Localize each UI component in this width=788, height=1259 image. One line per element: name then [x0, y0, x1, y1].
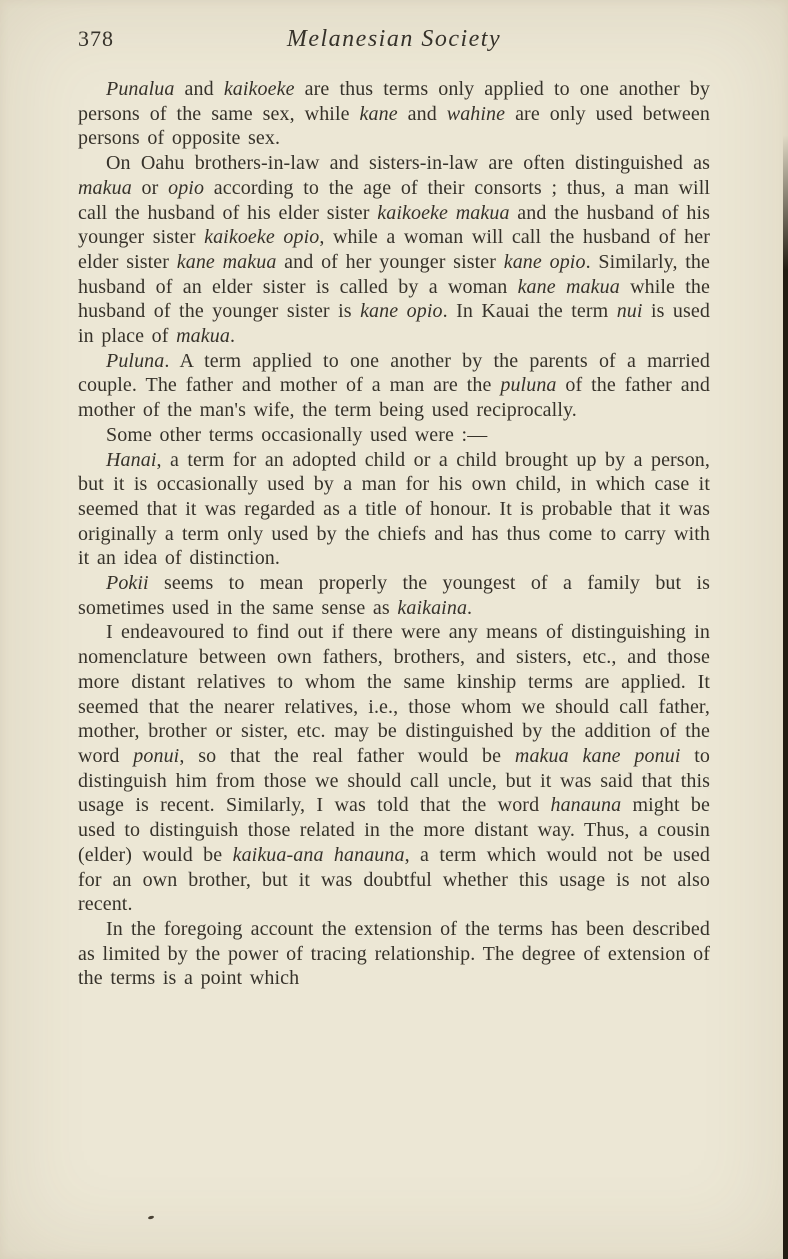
body-text-run: and of her younger sister — [276, 250, 504, 273]
term-italic: hanauna — [550, 794, 622, 817]
body-text-run: and the husband of his younger sister — [78, 201, 710, 249]
term-italic: Hanai — [106, 448, 157, 471]
term-italic: puluna — [500, 374, 557, 397]
body-text-run: or — [131, 176, 169, 199]
paragraph-6 — [78, 571, 710, 620]
paragraph-7 — [78, 620, 710, 916]
term-italic: kane makua — [517, 275, 620, 298]
term-italic: Puluna — [106, 349, 165, 372]
body-text-run: , a term for an adopted child or a child brought up by a person, but it is occasionally used by a man for his own child, in which case it seemed that it was regarded as a title of honour. It is probable that it was originally a term only used by the chiefs and has thus come to carry with it an idea of distinction. — [78, 448, 710, 570]
body-text-run: and — [174, 78, 224, 100]
body-text-run: . Similarly, the husband of an elder sister is called by a woman — [78, 250, 711, 298]
paragraph-4 — [78, 423, 710, 448]
body-text-run: while the husband of the younger sister is — [78, 275, 710, 323]
page-number: 378 — [78, 26, 114, 51]
term-italic: kane opio — [360, 300, 443, 323]
running-title: Melanesian Society — [286, 26, 502, 52]
term-italic: kane opio — [503, 250, 586, 273]
body-text-run: . — [467, 596, 473, 619]
term-italic: makua — [176, 325, 230, 348]
paragraph-5 — [78, 448, 710, 572]
body-text-run: is used in place of — [78, 300, 710, 348]
page-edge-shadow — [783, 135, 788, 1259]
term-italic: Punalua — [106, 78, 175, 100]
term-italic: nui — [616, 300, 643, 323]
term-italic: kaikoeke — [223, 78, 295, 100]
term-italic: kane makua — [176, 250, 277, 273]
body-text-run: are only used between persons of opposite sex. — [78, 102, 710, 150]
term-italic: Pokii — [106, 572, 149, 595]
body-text-run: , a term which would not be used for an own brother, but it was doubtful whether this usage is not also recent. — [78, 843, 710, 916]
paragraph-2 — [78, 151, 710, 349]
body-text-run: . A term applied to one another by the parents of a married couple. The father and mother of a man are the — [78, 349, 710, 397]
term-italic: makua kane ponui — [514, 744, 681, 767]
body-text-run: according to the age of their consorts ; thus, a man will call the husband of his elder sister — [78, 176, 711, 224]
term-italic: kaikoeke makua — [377, 201, 510, 224]
term-italic: makua — [78, 176, 132, 199]
body-text-run: might be used to distinguish those related in the more distant way. Thus, a cousin (elder) would be — [78, 794, 710, 866]
term-italic: kaikua-ana hanauna — [232, 843, 405, 866]
term-italic: wahine — [446, 102, 506, 125]
paragraph-8 — [78, 917, 710, 991]
body-text-run: I endeavoured to find out if there were any means of distinguishing in nomenclature between own fathers, brothers, and sisters, etc., and those more distant relatives to whom the same kinship terms are applied. It seemed that the nearer relatives, i.e., those whom we should call father, mother, brother or sister, etc. may be distinguished by the addition of the word — [78, 621, 710, 767]
body-text-run: of the father and mother of the man's wife, the term being used reciprocally. — [78, 374, 710, 422]
body-text-run: . In Kauai the term — [442, 300, 617, 323]
ink-speck — [148, 1215, 155, 1219]
term-italic: ponui — [133, 744, 180, 767]
body-text-run: , so that the real father would be — [179, 744, 515, 767]
body-text-run: seems to mean properly the youngest of a family but is sometimes used in the same sense as — [78, 572, 710, 619]
body-text-run: , while a woman will call the husband of her elder sister — [78, 226, 710, 273]
body-text-run: Some other terms occasionally used were :— — [106, 423, 488, 446]
body-text-run: In the foregoing account the extension of the terms has been described as limited by the power of tracing relationship. The degree of extension of the terms is a point which — [78, 917, 710, 990]
paragraph-1 — [78, 77, 710, 151]
body-text-run: and — [397, 102, 447, 125]
paragraph-3 — [78, 349, 710, 423]
page-body — [78, 77, 710, 991]
body-text-run: . — [229, 325, 236, 348]
body-text-run: to distinguish him from those we should call uncle, but it was said that this usage is recent. Similarly, I was told that the word — [78, 744, 711, 817]
term-italic: opio — [168, 176, 205, 199]
term-italic: kane — [359, 102, 398, 125]
term-italic: kaikoeke opio — [204, 226, 320, 249]
body-text-run: are thus terms only applied to one another by persons of the same sex, while — [78, 78, 710, 125]
body-text-run: On Oahu brothers-in-law and sisters-in-law are often distinguished as — [106, 152, 710, 175]
page-header — [78, 26, 710, 53]
term-italic: kaikaina — [397, 596, 468, 619]
